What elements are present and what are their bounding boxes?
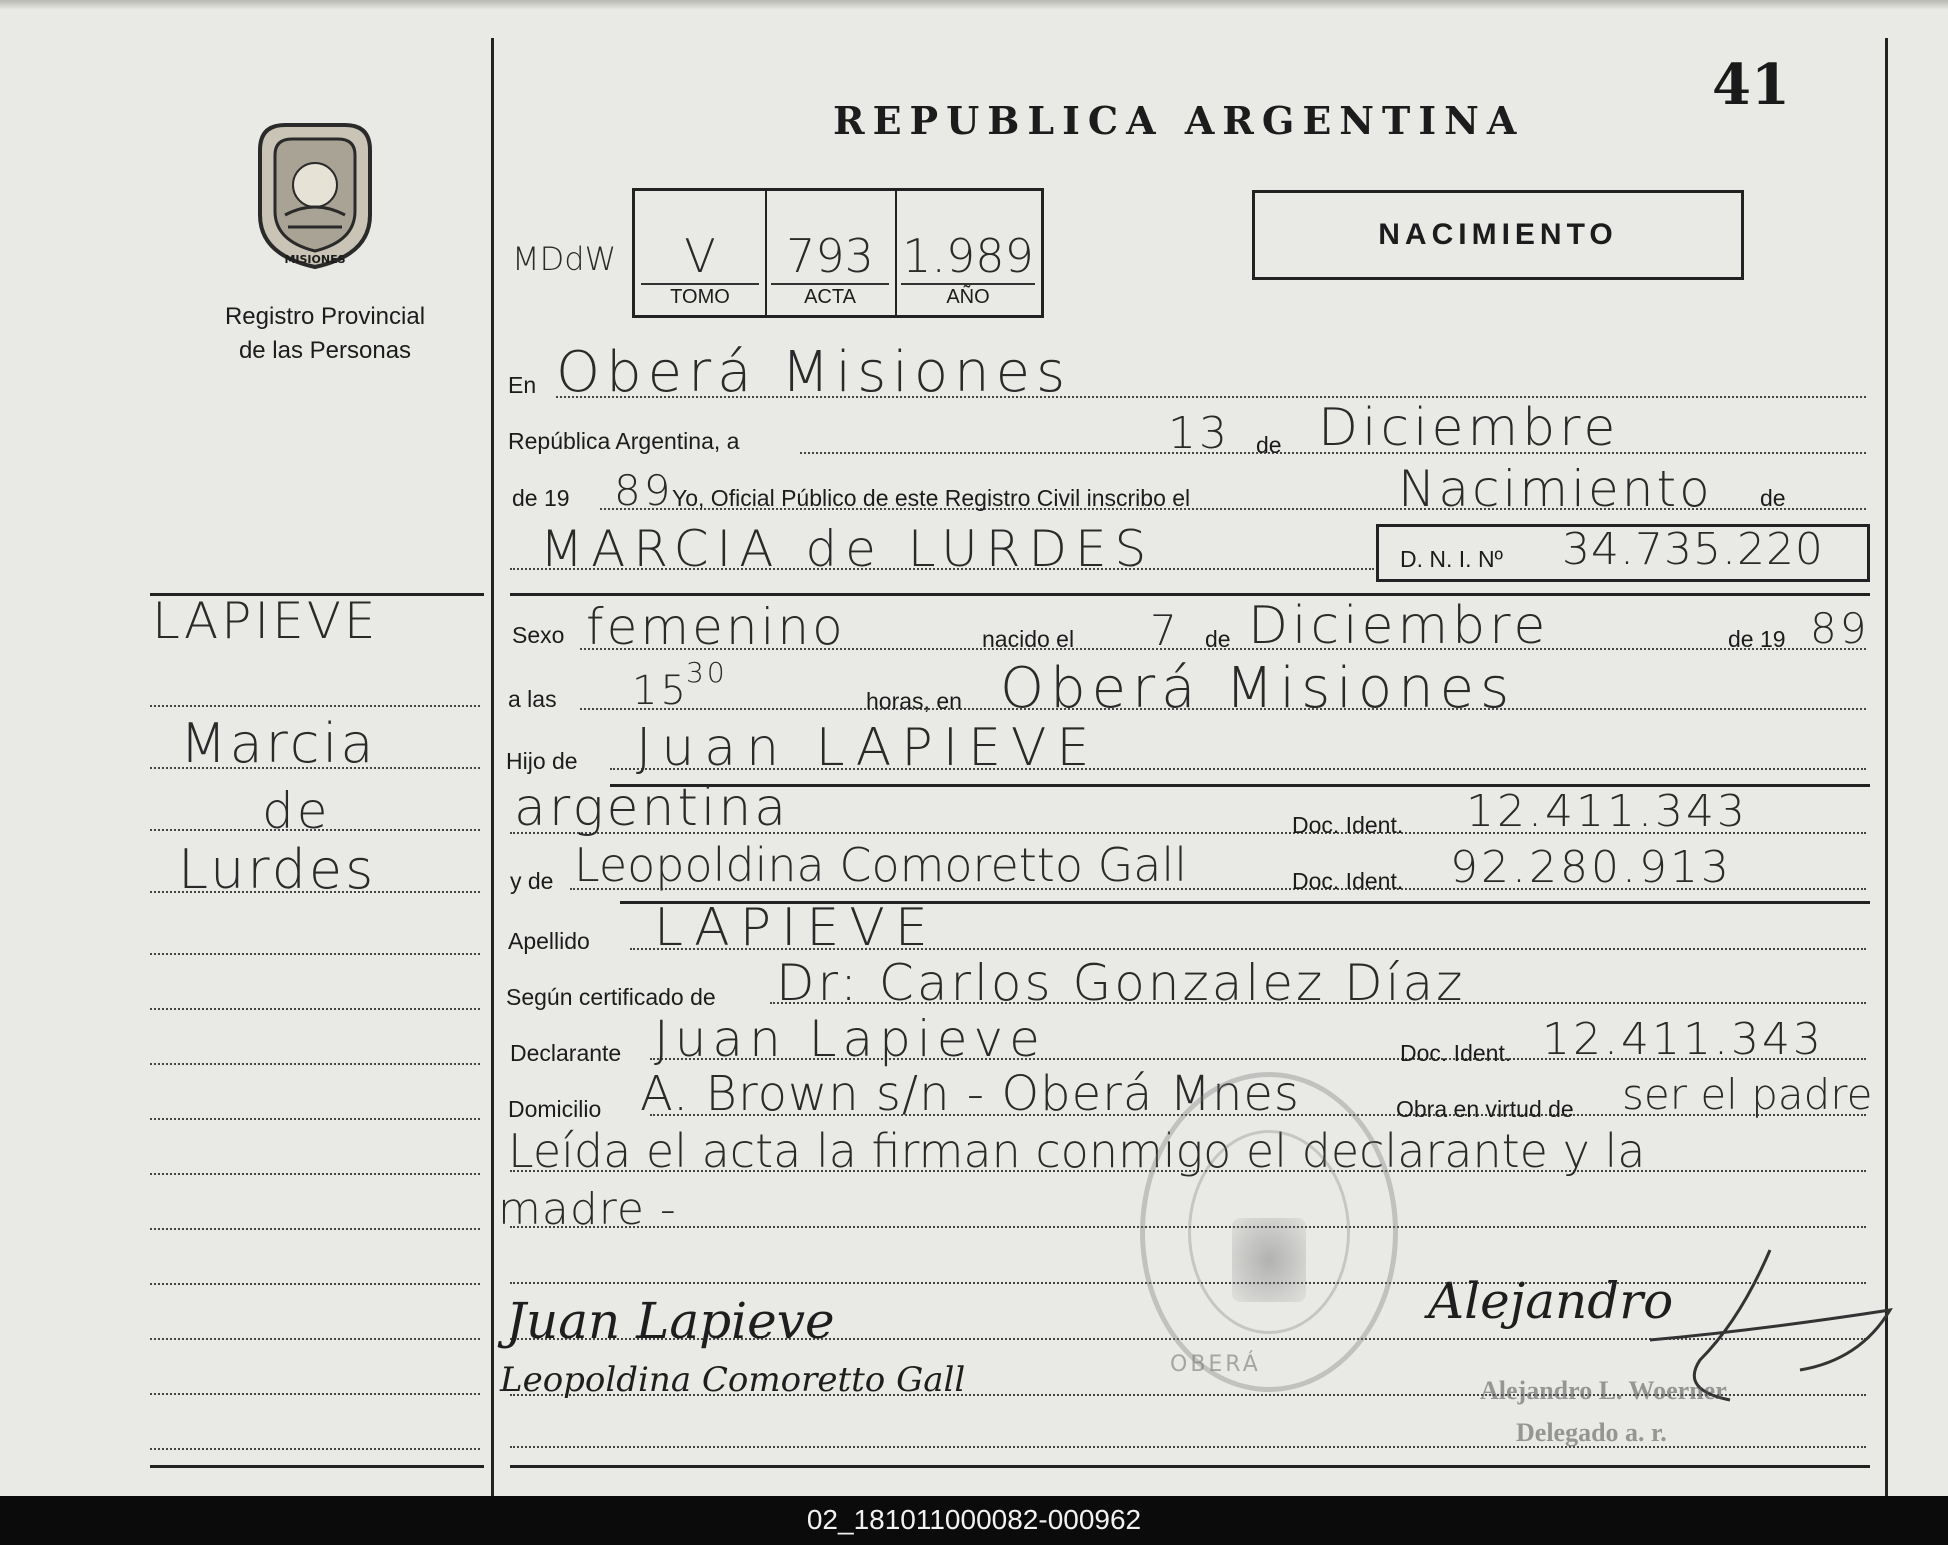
margin-given-3: Lurdes xyxy=(178,838,377,901)
value-ano-inscripcion: 89 xyxy=(614,466,674,515)
ano-underline xyxy=(901,283,1035,285)
ano-value: 1.989 xyxy=(902,229,1034,283)
value-apellido: LAPIEVE xyxy=(654,898,938,958)
value-padre: Juan LAPIEVE xyxy=(636,718,1100,778)
margin-given-2: de xyxy=(262,782,331,840)
label-de-19: de 19 xyxy=(512,485,570,511)
margin-line xyxy=(150,1393,480,1395)
label-republica: República Argentina, a xyxy=(508,428,740,454)
acta-underline xyxy=(771,283,889,285)
value-mes-nacimiento: Diciembre xyxy=(1248,596,1550,656)
label-apellido: Apellido xyxy=(508,928,590,954)
page-number: 41 xyxy=(1712,52,1790,118)
ano-label: AÑO xyxy=(946,286,990,308)
margin-line xyxy=(150,1448,480,1450)
ano-cell xyxy=(895,191,1041,315)
registry-office-line1: Registro Provincial xyxy=(224,303,426,330)
margin-line xyxy=(150,1228,480,1230)
signature-official: Alejandro xyxy=(1428,1272,1674,1330)
seal-label: MISIONES xyxy=(284,253,346,266)
label-yo-oficial: Yo, Oficial Público de este Registro Civil inscribo el xyxy=(672,485,1191,511)
margin-bottom-rule xyxy=(150,1465,484,1468)
signature-father: Juan Lapieve xyxy=(506,1292,835,1350)
value-doc-declarante: 12.411.343 xyxy=(1542,1014,1824,1065)
scan-footer xyxy=(0,1496,1948,1545)
label-a-las: a las xyxy=(508,686,557,712)
value-lugar-nacimiento: Oberá Misiones xyxy=(1000,656,1516,721)
value-declarante: Juan Lapieve xyxy=(654,1010,1046,1068)
reference-box xyxy=(632,188,1044,318)
registry-office-label xyxy=(190,300,460,368)
margin-given-1: Marcia xyxy=(180,712,377,775)
official-name-print: Alejandro L. Woerner xyxy=(1480,1376,1727,1405)
acta-label: ACTA xyxy=(804,286,856,308)
label-declarante: Declarante xyxy=(510,1040,622,1066)
document-title: REPUBLICA ARGENTINA xyxy=(833,98,1525,143)
margin-line xyxy=(150,1283,480,1285)
value-minutos: 30 xyxy=(686,656,728,689)
value-dia-nacimiento: 7 xyxy=(1150,606,1180,655)
value-obra-en-virtud: ser el padre xyxy=(1622,1070,1873,1119)
value-hora: 15 xyxy=(632,668,689,714)
label-horas-en: horas, en xyxy=(866,688,962,714)
value-acto: Nacimiento xyxy=(1398,460,1713,518)
record-type-box xyxy=(1252,190,1744,280)
value-mes-inscripcion: Diciembre xyxy=(1318,398,1620,458)
margin-line xyxy=(150,1338,480,1340)
label-de-19b: de 19 xyxy=(1728,626,1786,652)
label-de-month: de xyxy=(1205,626,1231,652)
label-obra-virtud: Obra en virtud de xyxy=(1396,1096,1574,1122)
margin-line xyxy=(150,1063,480,1065)
margin-line xyxy=(150,1173,480,1175)
value-sexo: femenino xyxy=(586,598,846,656)
margin-line xyxy=(150,705,480,707)
tomo-cell xyxy=(635,191,767,315)
margin-line xyxy=(150,1118,480,1120)
label-sexo: Sexo xyxy=(512,622,565,648)
registry-office-line2: de las Personas xyxy=(238,337,412,364)
value-nota-2: madre - xyxy=(498,1184,677,1235)
label-dni: D. N. I. Nº xyxy=(1400,546,1503,572)
tomo-underline xyxy=(641,283,759,285)
acta-cell xyxy=(765,191,897,315)
value-nacionalidad-padre: argentina xyxy=(514,778,790,838)
margin-line xyxy=(150,1008,480,1010)
official-role-print: Delegado a. r. xyxy=(1516,1418,1667,1447)
value-doc-madre: 92.280.913 xyxy=(1450,842,1732,893)
label-en: En xyxy=(508,372,537,398)
main-bottom-rule xyxy=(510,1465,1870,1468)
misiones-seal-icon xyxy=(240,115,390,275)
label-y-de: y de xyxy=(510,868,554,894)
value-nombre: MARCIA de LURDES xyxy=(540,520,1155,578)
stamp-crest-icon xyxy=(1232,1218,1306,1302)
label-hijo-de: Hijo de xyxy=(506,748,578,774)
label-doc-madre: Doc. Ident. xyxy=(1292,868,1404,894)
value-ano-nacimiento: 89 xyxy=(1810,604,1870,653)
label-nacido-el: nacido el xyxy=(982,626,1075,652)
reference-prefix: MDdW xyxy=(512,240,617,278)
value-nota-1: Leída el acta la firman conmigo el declarante y la xyxy=(508,1124,1646,1178)
margin-line xyxy=(150,953,480,955)
value-doc-padre: 12.411.343 xyxy=(1466,786,1748,837)
label-segun-cert: Según certificado de xyxy=(506,984,716,1010)
value-madre: Leopoldina Comoretto Gall xyxy=(574,838,1187,892)
tomo-value: V xyxy=(684,229,716,283)
acta-value: 793 xyxy=(786,229,874,283)
margin-surname: LAPIEVE xyxy=(152,592,379,650)
value-dia-inscripcion: 13 xyxy=(1168,408,1230,459)
label-de: de xyxy=(1256,432,1282,458)
value-domicilio: A. Brown s/n - Oberá Mnes xyxy=(640,1066,1300,1122)
scan-shadow xyxy=(0,0,1948,10)
label-domicilio: Domicilio xyxy=(508,1096,602,1122)
value-lugar: Oberá Misiones xyxy=(556,340,1072,405)
main-rule-1 xyxy=(510,593,1870,596)
label-doc-declarante: Doc. Ident. xyxy=(1400,1040,1512,1066)
label-doc-padre: Doc. Ident. xyxy=(1292,812,1404,838)
stamp-text: OBERÁ xyxy=(1170,1352,1261,1377)
value-dni: 34.735.220 xyxy=(1562,524,1824,575)
column-divider xyxy=(491,38,494,1496)
file-identifier: 02_181011000082-000962 xyxy=(806,1504,1142,1535)
tomo-label: TOMO xyxy=(670,286,730,308)
signature-mother: Leopoldina Comoretto Gall xyxy=(500,1360,966,1400)
value-certificado-de: Dr: Carlos Gonzalez Díaz xyxy=(776,954,1466,1012)
label-de-end: de xyxy=(1760,485,1786,511)
record-type: NACIMIENTO xyxy=(1378,218,1618,251)
